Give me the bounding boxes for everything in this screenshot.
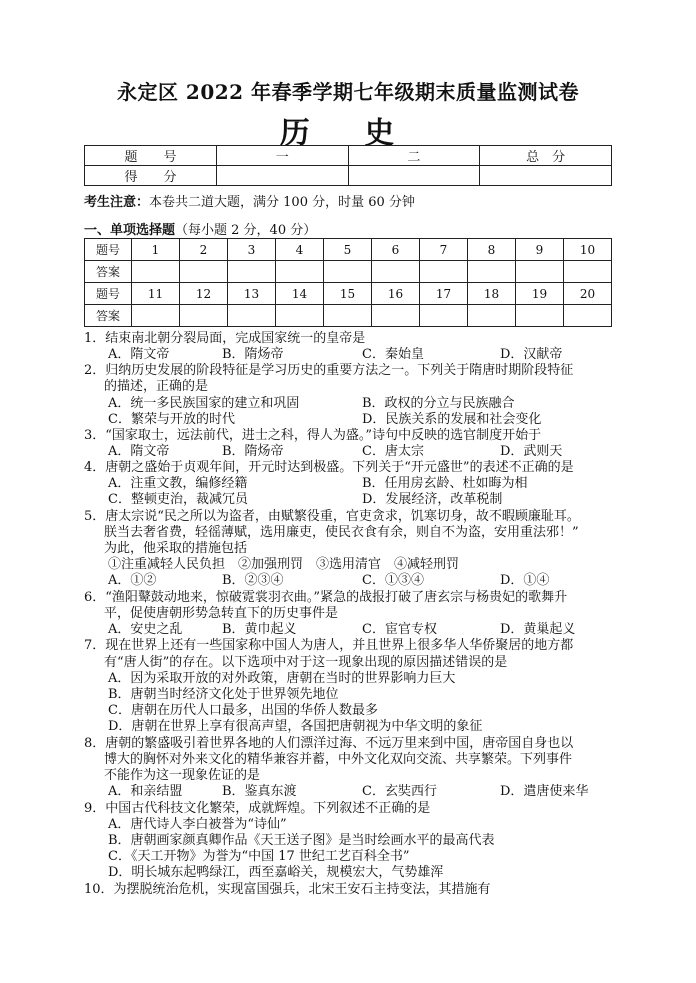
- option-a[interactable]: A．安史之乱: [108, 622, 183, 637]
- answer-num: 12: [180, 283, 228, 305]
- option-a[interactable]: A．因为采取开放的对外政策，唐朝在当时的世界影响力巨大: [108, 671, 456, 686]
- answer-cell[interactable]: [420, 261, 468, 283]
- answer-cell[interactable]: [228, 305, 276, 327]
- answer-num: 10: [564, 239, 612, 261]
- question-stem: 1．结束南北朝分裂局面，完成国家统一的皇帝是: [84, 331, 366, 346]
- question-stem: 平，促使唐朝形势急转直下的历史事件是: [104, 606, 339, 621]
- question-stem: 3．“国家取士，远法前代，进士之科，得人为盛。”诗句中反映的选官制度开始于: [84, 428, 542, 443]
- answer-num: 13: [228, 283, 276, 305]
- answer-num: 5: [324, 239, 372, 261]
- answer-row-numbers-2: [85, 283, 612, 305]
- answer-num: 16: [372, 283, 420, 305]
- section-note: （每小题 2 分，40 分）: [175, 223, 317, 238]
- answer-row-blanks-1: [85, 261, 612, 283]
- answer-num: 20: [564, 283, 612, 305]
- answer-num: 18: [468, 283, 516, 305]
- score-header-part1: 一: [216, 146, 348, 166]
- exam-title: 永定区 2022 年春季学期七年级期末质量监测试卷: [116, 80, 580, 104]
- answer-cell[interactable]: [564, 261, 612, 283]
- notice-label: 考生注意：: [84, 195, 150, 210]
- answer-table: [84, 238, 612, 327]
- option-b[interactable]: B．隋炀帝: [222, 347, 284, 362]
- option-a[interactable]: A．隋文帝: [108, 347, 170, 362]
- option-d[interactable]: D．武则天: [500, 444, 563, 459]
- answer-cell[interactable]: [324, 305, 372, 327]
- section-heading: [84, 219, 316, 238]
- answer-num: 2: [180, 239, 228, 261]
- answer-cell[interactable]: [516, 305, 564, 327]
- answer-num: 7: [420, 239, 468, 261]
- answer-num: 8: [468, 239, 516, 261]
- question-stem: 不能作为这一现象佐证的是: [104, 768, 261, 783]
- question-stem: 2．归纳历史发展的阶段特征是学习历史的重要方法之一。下列关于隋唐时期阶段特征: [84, 363, 574, 378]
- option-b[interactable]: B．②③④: [222, 573, 284, 588]
- answer-cell[interactable]: [180, 261, 228, 283]
- option-a[interactable]: A．注重文教，编修经籍: [108, 476, 248, 491]
- answer-cell[interactable]: [276, 305, 324, 327]
- option-b[interactable]: B．政权的分立与民族融合: [362, 396, 515, 411]
- option-c[interactable]: C．整顿吏治，裁减冗员: [108, 492, 248, 507]
- option-c[interactable]: C．宦官专权: [362, 622, 437, 637]
- question-stem: 朕当去奢省费，轻徭薄赋，选用廉吏，使民衣食有余，则自不为盗，安用重法邪！”: [104, 525, 579, 540]
- option-d[interactable]: D．黄巢起义: [500, 622, 576, 637]
- answer-cell[interactable]: [468, 305, 516, 327]
- answer-num: 6: [372, 239, 420, 261]
- answer-num: 14: [276, 283, 324, 305]
- score-cell-total[interactable]: [480, 166, 612, 186]
- option-c[interactable]: C．秦始皇: [362, 347, 424, 362]
- answer-cell[interactable]: [564, 305, 612, 327]
- option-a[interactable]: A．①②: [108, 573, 157, 588]
- score-header-part2: 二: [348, 146, 480, 166]
- score-cell-part2[interactable]: [348, 166, 480, 186]
- answer-cell[interactable]: [372, 261, 420, 283]
- answer-cell[interactable]: [468, 261, 516, 283]
- question-stem: 4．唐朝之盛始于贞观年间，开元时达到极盛。下列关于“开元盛世”的表述不正确的是: [84, 460, 574, 475]
- option-b[interactable]: B．鉴真东渡: [222, 784, 297, 799]
- option-c[interactable]: C．唐朝在历代人口最多，出国的华侨人数最多: [108, 703, 378, 718]
- question-stem: 博大的胸怀对外来文化的精华兼容并蓄，中外文化双向交流、共享繁荣。下列事件: [104, 752, 573, 767]
- answer-row-numbers-1: [85, 239, 612, 261]
- option-a[interactable]: A．和亲结盟: [108, 784, 183, 799]
- score-header-total: 总 分: [480, 146, 612, 166]
- option-c[interactable]: C．《天工开物》为誉为“中国 17 世纪工艺百科全书”: [108, 849, 410, 864]
- answer-cell[interactable]: [516, 261, 564, 283]
- answer-num: 3: [228, 239, 276, 261]
- notice-text: 本卷共二道大题，满分 100 分，时量 60 分钟: [149, 195, 415, 210]
- question-stem: 6．“渔阳鼙鼓动地来，惊破霓裳羽衣曲。”紧急的战报打破了唐玄宗与杨贵妃的歌舞升: [84, 590, 568, 605]
- question-stem: 5．唐太宗说“民之所以为盗者，由赋繁役重，官吏贪求，饥寒切身，故不暇顾廉耻耳。: [84, 509, 580, 524]
- option-b[interactable]: B．唐朝当时经济文化处于世界领先地位: [108, 687, 339, 702]
- option-b[interactable]: B．任用房玄龄、杜如晦为相: [362, 476, 528, 491]
- answer-num: 11: [132, 283, 180, 305]
- answer-cell[interactable]: [276, 261, 324, 283]
- question-stem: 9．中国古代科技文化繁荣，成就辉煌。下列叙述不正确的是: [84, 801, 431, 816]
- answer-num: 4: [276, 239, 324, 261]
- question-stem: 的描述，正确的是: [104, 379, 209, 394]
- question-stem: 为此，他采取的措施包括: [104, 541, 248, 556]
- answer-num: 19: [516, 283, 564, 305]
- score-row-label: 得 分: [85, 166, 217, 186]
- answer-cell[interactable]: [420, 305, 468, 327]
- answer-num: 9: [516, 239, 564, 261]
- question-stem: 10．为摆脱统治危机，实现富国强兵，北宋王安石主持变法，其措施有: [84, 882, 491, 897]
- option-d[interactable]: D．发展经济，改革税制: [362, 492, 503, 507]
- option-a[interactable]: A．唐代诗人李白被誉为“诗仙”: [108, 817, 287, 832]
- answer-row-blanks-2: [85, 305, 612, 327]
- option-d[interactable]: D．民族关系的发展和社会变化: [362, 412, 542, 427]
- answer-label-q: 题号: [85, 283, 132, 305]
- score-table: [84, 145, 612, 186]
- option-a[interactable]: A．统一多民族国家的建立和巩固: [108, 396, 300, 411]
- option-d[interactable]: D．明长城东起鸭绿江，西至嘉峪关，规模宏大，气势雄浑: [108, 865, 444, 880]
- option-d[interactable]: D．汉献帝: [500, 347, 563, 362]
- option-c[interactable]: C．繁荣与开放的时代: [108, 412, 235, 427]
- question-stem: 7．现在世界上还有一些国家称中国人为唐人，并且世界上很多华人华侨聚居的地方都: [84, 638, 574, 653]
- subject-title: 历 史: [279, 116, 417, 151]
- answer-cell[interactable]: [372, 305, 420, 327]
- answer-cell[interactable]: [324, 261, 372, 283]
- answer-label-a: 答案: [85, 305, 132, 327]
- answer-num: 17: [420, 283, 468, 305]
- question-stem: 8．唐朝的繁盛吸引着世界各地的人们漂洋过海、不远万里来到中国，唐帝国自身也以: [84, 736, 574, 751]
- answer-cell[interactable]: [132, 305, 180, 327]
- score-cell-part1[interactable]: [216, 166, 348, 186]
- option-b[interactable]: B．隋炀帝: [222, 444, 284, 459]
- score-header-label: 题 号: [85, 146, 217, 166]
- answer-label-a: 答案: [85, 261, 132, 283]
- option-d[interactable]: D．①④: [500, 573, 550, 588]
- option-c[interactable]: C．玄奘西行: [362, 784, 437, 799]
- option-b[interactable]: B．唐朝画家颜真卿作品《天王送子图》是当时绘画水平的最高代表: [108, 833, 495, 848]
- section-label: 一、单项选择题: [84, 223, 176, 238]
- question-stem: 有“唐人街”的存在。以下选项中对于这一现象出现的原因描述错误的是: [104, 655, 508, 670]
- question-statements: ①注重减轻人民负担 ②加强刑罚 ③选用清官 ④减轻刑罚: [108, 557, 460, 572]
- answer-label-q: 题号: [85, 239, 132, 261]
- option-a[interactable]: A．隋文帝: [108, 444, 170, 459]
- option-d[interactable]: D．唐朝在世界上享有很高声望，各国把唐朝视为中华文明的象征: [108, 719, 483, 734]
- exam-notice: [84, 191, 415, 210]
- answer-cell[interactable]: [132, 261, 180, 283]
- option-c[interactable]: C．①③④: [362, 573, 424, 588]
- answer-cell[interactable]: [228, 261, 276, 283]
- option-b[interactable]: B．黄巾起义: [222, 622, 297, 637]
- answer-num: 15: [324, 283, 372, 305]
- answer-cell[interactable]: [180, 305, 228, 327]
- answer-num: 1: [132, 239, 180, 261]
- option-c[interactable]: C．唐太宗: [362, 444, 424, 459]
- option-d[interactable]: D．遣唐使来华: [500, 784, 589, 799]
